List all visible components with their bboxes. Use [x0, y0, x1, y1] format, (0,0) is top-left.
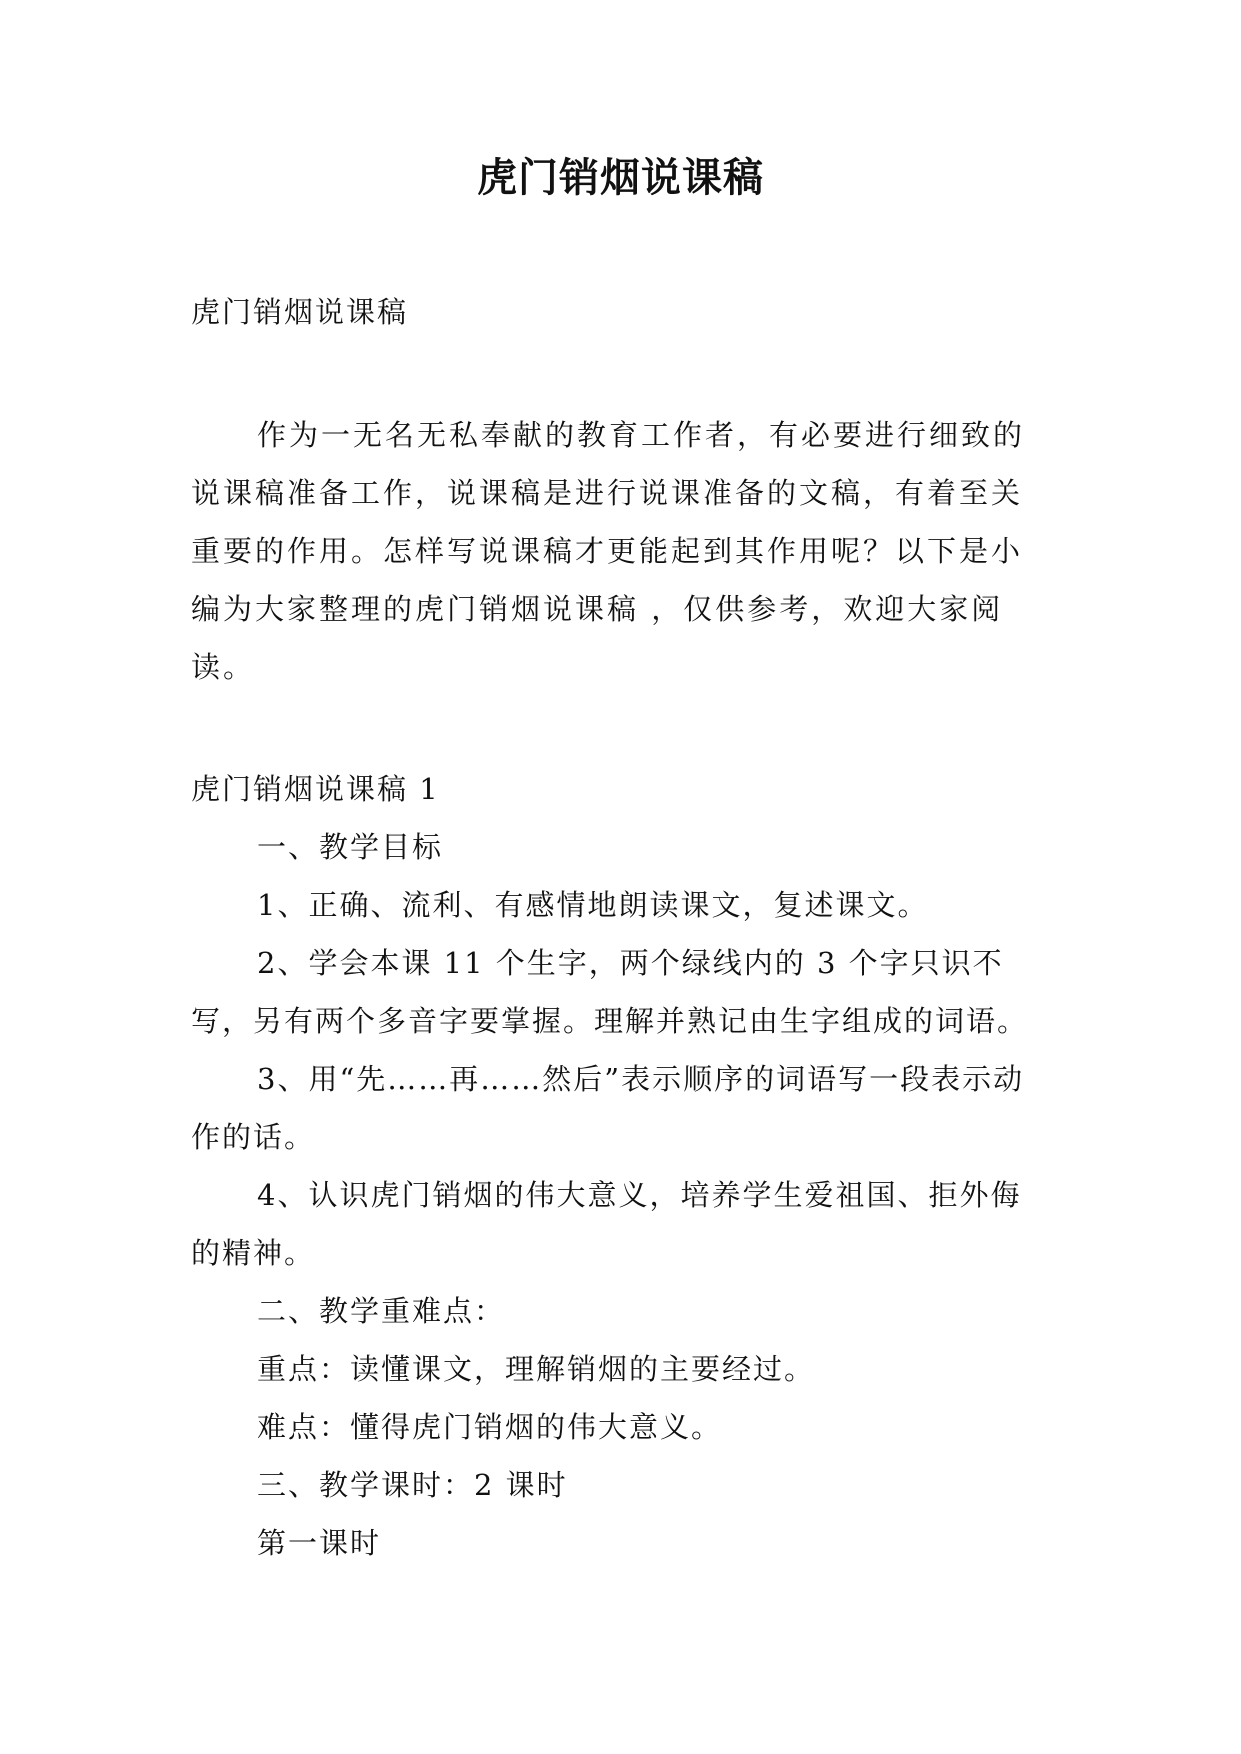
lesson-content — [191, 760, 1051, 1572]
objective-item-1: 1、正确、流利、有感情地朗读课文，复述课文。 — [257, 888, 929, 922]
objective-item-2: 2、学会本课 11 个生字，两个绿线内的 3 个字只识不写，另有两个多音字要掌握。理解并熟记由生字组成的词语。 — [191, 946, 1029, 1038]
objective-item-4: 4、认识虎门销烟的伟大意义，培养学生爱祖国、拒外侮的精神。 — [191, 1178, 1022, 1270]
difficulty-point: 难点：懂得虎门销烟的伟大意义。 — [257, 1410, 723, 1444]
key-points-heading: 二、教学重难点： — [257, 1294, 506, 1328]
first-class-heading: 第一课时 — [257, 1526, 382, 1560]
document-subtitle: 虎门销烟说课稿 — [191, 295, 409, 329]
class-hours: 三、教学课时：2 课时 — [257, 1468, 568, 1502]
objective-item-3: 3、用“先……再……然后”表示顺序的词语写一段表示动作的话。 — [191, 1062, 1025, 1154]
document-title: 虎门销烟说课稿 — [477, 154, 764, 201]
section-heading: 虎门销烟说课稿 1 — [191, 772, 440, 806]
intro-paragraph: 作为一无名无私奉献的教育工作者，有必要进行细致的说课稿准备工作，说课稿是进行说课准备的文稿，有着至关重要的作用。怎样写说课稿才更能起到其作用呢？以下是小编为大家整理的虎门销烟说课稿 ，仅供参考，欢迎大家阅读。 — [191, 418, 1026, 684]
objectives-heading: 一、教学目标 — [257, 830, 444, 864]
key-point: 重点：读懂课文，理解销烟的主要经过。 — [257, 1352, 816, 1386]
